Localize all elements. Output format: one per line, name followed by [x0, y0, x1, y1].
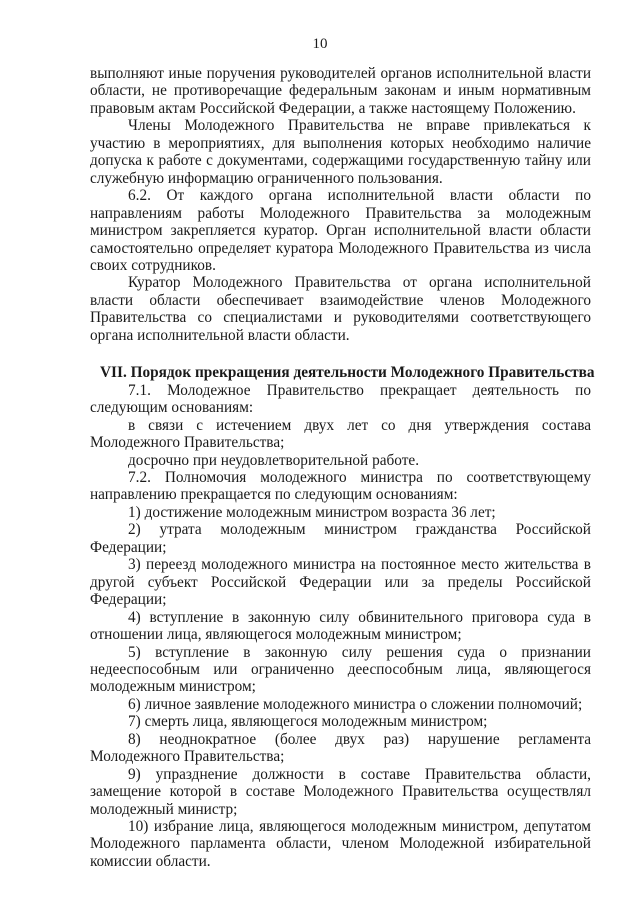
- paragraph: выполняют иные поручения руководителей органов исполнительной власти области, не противоречащие федеральным законам и иным нормативным правовым актам Российской Федерации, а также настоящему Положению.: [90, 65, 591, 117]
- list-item: 5) вступление в законную силу решения суда о признании недееспособным или ограниченно дееспособным лица, являющегося молодежным министром;: [90, 643, 591, 696]
- list-item: 2) утрата молодежным министром гражданства Российской Федерации;: [90, 521, 591, 556]
- list-item: 7) смерть лица, являющегося молодежным министром;: [128, 713, 488, 731]
- section-heading: VII. Порядок прекращения деятельности Молодежного Правительства: [100, 364, 595, 382]
- paragraph: Члены Молодежного Правительства не вправе привлекаться к участию в мероприятиях, для выполнения которых необходимо наличие допуска к работе с документами, содержащими государственную тайну или служебную информацию ограниченного пользования.: [90, 117, 591, 187]
- document-body: [90, 65, 595, 870]
- paragraph: 6.2. От каждого органа исполнительной власти области по направлениям работы Молодежного Правительства за молодежным министром закрепляется куратор. Орган исполнительной власти области самостоятельно определяет куратора Молодежного Правительства из числа своих сотрудников.: [90, 187, 591, 274]
- list-item: 6) личное заявление молодежного министра о сложении полномочий;: [128, 695, 583, 713]
- list-item: 9) упразднение должности в составе Правительства области, замещение которой в составе Молодежного Правительства осуществлял молодежный министр;: [90, 765, 591, 818]
- page-number: 10: [312, 36, 328, 52]
- paragraph: Куратор Молодежного Правительства от органа исполнительной власти области обеспечивает взаимодействие членов Молодежного Правительства со специалистами и руководителями соответствующего органа исполнительной власти области.: [90, 274, 591, 344]
- list-item: 8) неоднократное (более двух раз) нарушение регламента Молодежного Правительства;: [90, 730, 591, 766]
- list-item: 4) вступление в законную силу обвинительного приговора суда в отношении лица, являющегося молодежным министром;: [90, 608, 591, 644]
- paragraph: 7.1. Молодежное Правительство прекращает деятельность по следующим основаниям:: [90, 381, 591, 417]
- paragraph: досрочно при неудовлетворительной работе.: [128, 451, 420, 469]
- paragraph: в связи с истечением двух лет со дня утверждения состава Молодежного Правительства;: [90, 416, 591, 452]
- list-item: 10) избрание лица, являющегося молодежным министром, депутатом Молодежного парламента области, членом Молодежной избирательной комиссии области.: [90, 818, 591, 870]
- list-item: 1) достижение молодежным министром возраста 36 лет;: [128, 503, 496, 521]
- paragraph: 7.2. Полномочия молодежного министра по соответствующему направлению прекращается по следующим основаниям:: [90, 468, 591, 504]
- list-item: 3) переезд молодежного министра на постоянное место жительства в другой субъект Российской Федерации или за пределы Российской Федерации;: [90, 556, 591, 609]
